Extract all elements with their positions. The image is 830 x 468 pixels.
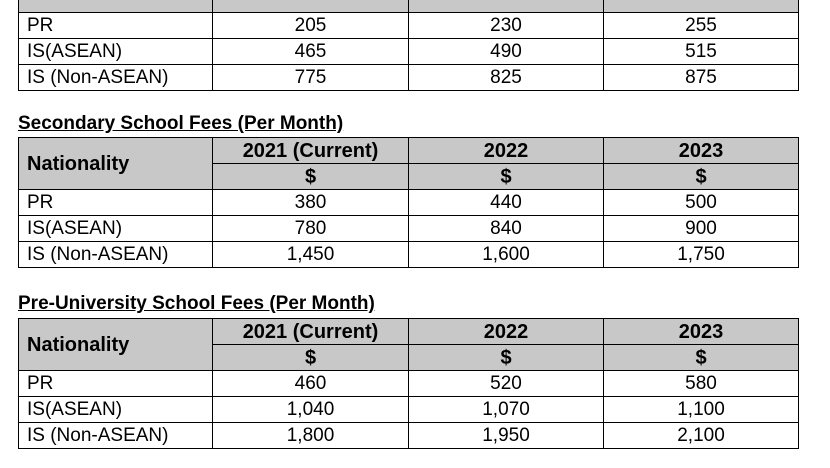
year-header: 2023 bbox=[604, 138, 799, 164]
nationality-cell: PR bbox=[19, 13, 213, 39]
table-row bbox=[19, 216, 799, 242]
nationality-cell: IS(ASEAN) bbox=[19, 216, 213, 242]
currency-header: $ bbox=[409, 345, 604, 371]
fee-cell: 1,450 bbox=[213, 242, 409, 268]
currency-header bbox=[409, 0, 604, 13]
table-header-row bbox=[19, 138, 799, 164]
fee-cell: 205 bbox=[213, 13, 409, 39]
currency-header bbox=[604, 0, 799, 13]
fee-cell: 840 bbox=[409, 216, 604, 242]
year-header: 2023 bbox=[604, 319, 799, 345]
fee-cell: 500 bbox=[604, 190, 799, 216]
table-row bbox=[19, 397, 799, 423]
fee-cell: 875 bbox=[604, 65, 799, 91]
currency-header: $ bbox=[604, 345, 799, 371]
secondary-fees-table bbox=[18, 137, 799, 268]
preuniversity-fees-table bbox=[18, 318, 799, 449]
fee-cell: 580 bbox=[604, 371, 799, 397]
fee-cell: 1,600 bbox=[409, 242, 604, 268]
year-header: 2021 (Current) bbox=[213, 319, 409, 345]
fee-cell: 1,070 bbox=[409, 397, 604, 423]
nationality-cell: IS (Non-ASEAN) bbox=[19, 65, 213, 91]
year-header: 2021 (Current) bbox=[213, 138, 409, 164]
table-row bbox=[19, 242, 799, 268]
fee-cell: 1,950 bbox=[409, 423, 604, 449]
nationality-cell: PR bbox=[19, 371, 213, 397]
preuniversity-fees-title bbox=[18, 293, 375, 315]
table-row bbox=[19, 423, 799, 449]
title-text: Secondary School Fees (Per Month) bbox=[18, 113, 344, 134]
year-header: 2022 bbox=[409, 319, 604, 345]
fee-cell: 490 bbox=[409, 39, 604, 65]
fee-cell: 2,100 bbox=[604, 423, 799, 449]
fee-cell: 380 bbox=[213, 190, 409, 216]
nationality-cell: IS (Non-ASEAN) bbox=[19, 242, 213, 268]
nationality-header: Nationality bbox=[19, 138, 213, 190]
fee-cell: 900 bbox=[604, 216, 799, 242]
nationality-cell: PR bbox=[19, 190, 213, 216]
fee-cell: 230 bbox=[409, 13, 604, 39]
currency-header: $ bbox=[213, 345, 409, 371]
fee-cell: 520 bbox=[409, 371, 604, 397]
fee-cell: 825 bbox=[409, 65, 604, 91]
nationality-cell: IS(ASEAN) bbox=[19, 397, 213, 423]
year-header: 2022 bbox=[409, 138, 604, 164]
fee-cell: 1,100 bbox=[604, 397, 799, 423]
nationality-cell: IS (Non-ASEAN) bbox=[19, 423, 213, 449]
currency-header bbox=[213, 0, 409, 13]
currency-header: $ bbox=[604, 164, 799, 190]
fee-cell: 775 bbox=[213, 65, 409, 91]
fee-cell: 460 bbox=[213, 371, 409, 397]
secondary-fees-title bbox=[18, 113, 343, 135]
table-row bbox=[19, 39, 799, 65]
title-text: Pre-University School Fees (Per Month) bbox=[18, 293, 375, 314]
nationality-cell: IS(ASEAN) bbox=[19, 39, 213, 65]
fee-cell: 1,800 bbox=[213, 423, 409, 449]
fee-cell: 1,750 bbox=[604, 242, 799, 268]
fee-cell: 440 bbox=[409, 190, 604, 216]
table-row bbox=[19, 371, 799, 397]
header-cell bbox=[19, 0, 213, 13]
table-row bbox=[19, 13, 799, 39]
currency-header: $ bbox=[409, 164, 604, 190]
table-row bbox=[19, 65, 799, 91]
table-header-row bbox=[19, 319, 799, 345]
fee-cell: 780 bbox=[213, 216, 409, 242]
primary-fees-table-partial bbox=[18, 0, 799, 91]
fee-cell: 465 bbox=[213, 39, 409, 65]
nationality-header: Nationality bbox=[19, 319, 213, 371]
fee-cell: 1,040 bbox=[213, 397, 409, 423]
fee-cell: 515 bbox=[604, 39, 799, 65]
table-header-row-cutoff bbox=[19, 0, 799, 13]
currency-header: $ bbox=[213, 164, 409, 190]
table-row bbox=[19, 190, 799, 216]
fee-cell: 255 bbox=[604, 13, 799, 39]
